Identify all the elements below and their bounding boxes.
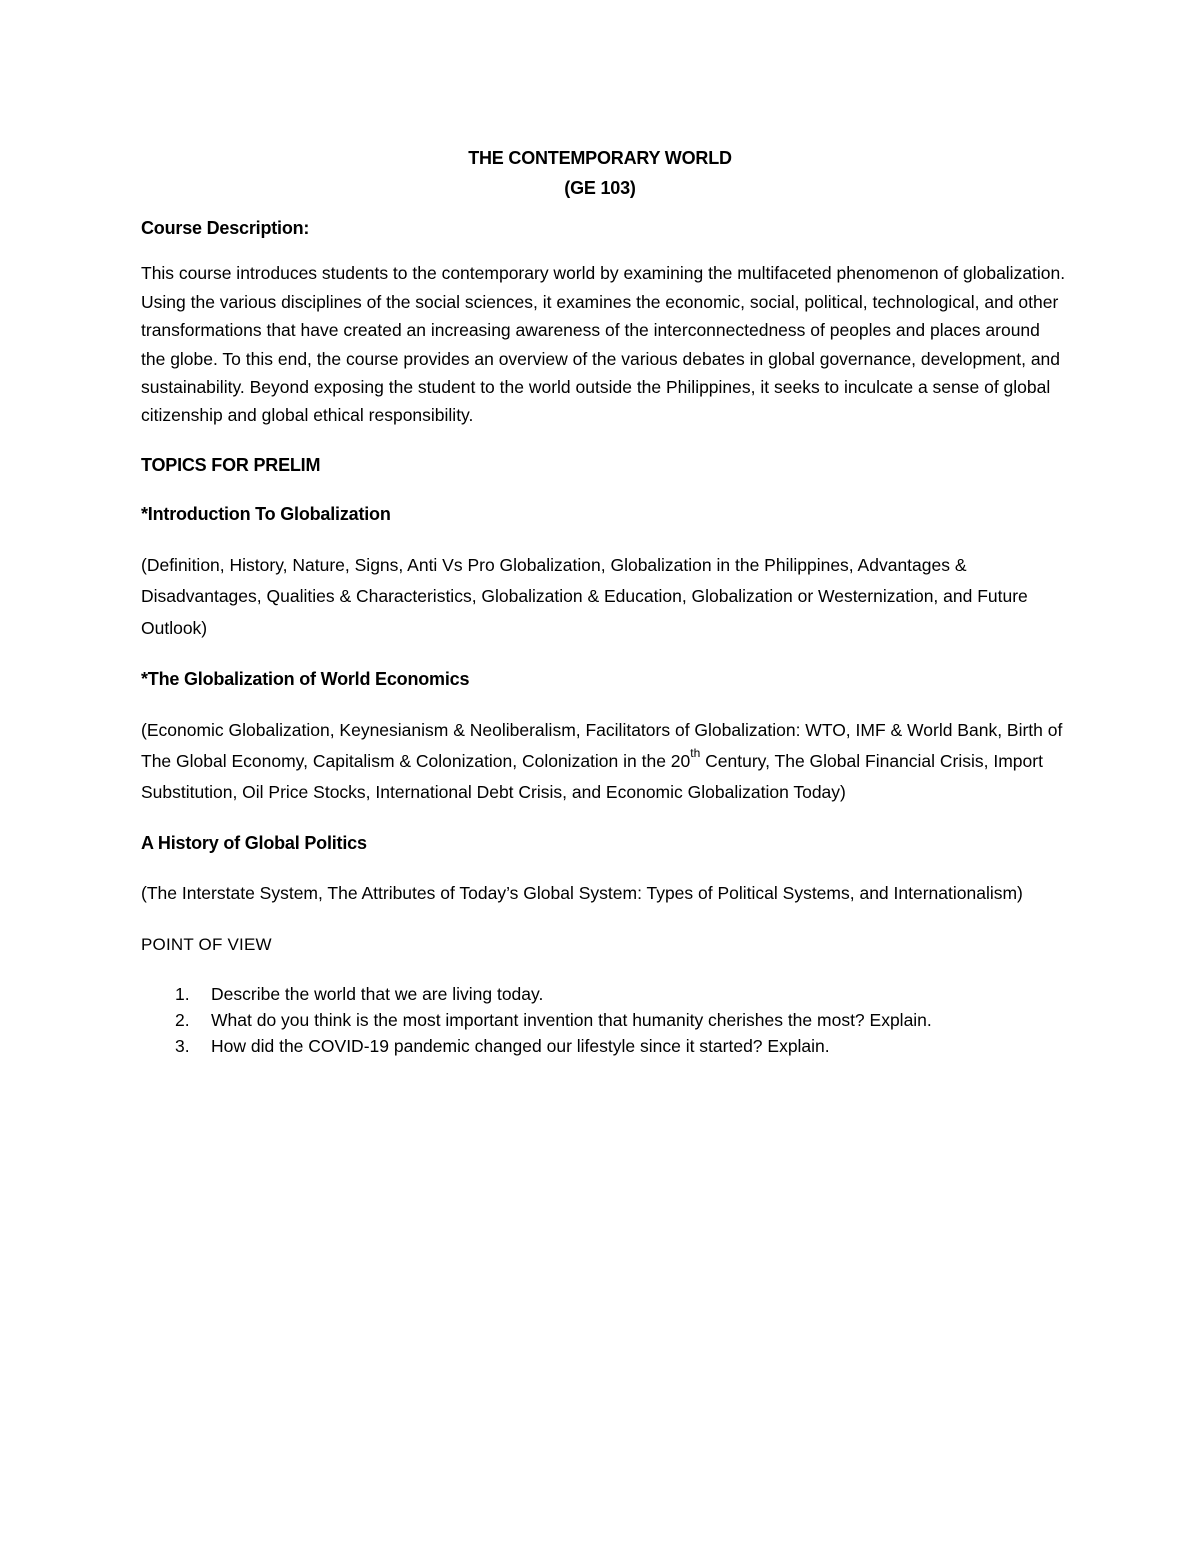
economics-description-part2: Century, The Global Financial Crisis, Import Substitution, Oil Price Stocks, International Debt Crisis, and Economic Globalization Today) <box>141 750 1043 802</box>
list-item <box>141 981 1066 1007</box>
question-text: What do you think is the most important invention that humanity cherishes the most? Explain. <box>211 1009 932 1030</box>
list-item <box>141 1007 1066 1033</box>
course-description-text: This course introduces students to the contemporary world by examining the multifaceted phenomenon of globalization. Using the various disciplines of the social sciences, it examines the economic, social, political, technological, and other transformations that have created an increasing awareness of the interconnectedness of peoples and places around the globe. To this end, the course provides an overview of the various debates in global governance, development, and sustainability. Beyond exposing the student to the world outside the Philippines, it seeks to inculcate a sense of global citizenship and global ethical responsibility. <box>141 263 1066 426</box>
question-text: Describe the world that we are living today. <box>211 983 544 1004</box>
question-number: 1. <box>175 983 190 1004</box>
questions-list <box>141 981 1066 1059</box>
topic-description-introduction: (Definition, History, Nature, Signs, Anti Vs Pro Globalization, Globalization in the Philippines, Advantages & Disadvantages, Qualities & Characteristics, Globalization & Education, Globalization or Westernization, and Future Outlook) <box>141 554 1028 638</box>
question-text: How did the COVID-19 pandemic changed our lifestyle since it started? Explain. <box>211 1035 830 1056</box>
document-title: THE CONTEMPORARY WORLD <box>468 148 732 168</box>
ordinal-superscript: th <box>690 745 701 760</box>
course-code: (GE 103) <box>564 178 636 198</box>
list-item <box>141 1033 1066 1059</box>
question-number: 2. <box>175 1009 190 1030</box>
topic-heading-introduction: *Introduction To Globalization <box>141 504 391 525</box>
topic-description-world-economics <box>141 715 1066 808</box>
point-of-view-label: POINT OF VIEW <box>141 935 272 955</box>
topics-heading: TOPICS FOR PRELIM <box>141 454 321 475</box>
topic-description-global-politics: (The Interstate System, The Attributes of Today’s Global System: Types of Political Systems, and Internationalism) <box>141 882 1023 903</box>
topic-heading-global-politics: A History of Global Politics <box>141 832 367 853</box>
document-body <box>141 214 1066 1059</box>
question-number: 3. <box>175 1035 190 1056</box>
topic-heading-world-economics: *The Globalization of World Economics <box>141 669 470 690</box>
economics-description-part1: (Economic Globalization, Keynesianism & Neoliberalism, Facilitators of Globalization: WTO, IMF & World Bank, Birth of The Global Economy, Capitalism & Colonization, Colonization in the 20 <box>141 719 1063 771</box>
course-description-heading: Course Description: <box>141 218 310 238</box>
document-title-block <box>0 143 1200 203</box>
